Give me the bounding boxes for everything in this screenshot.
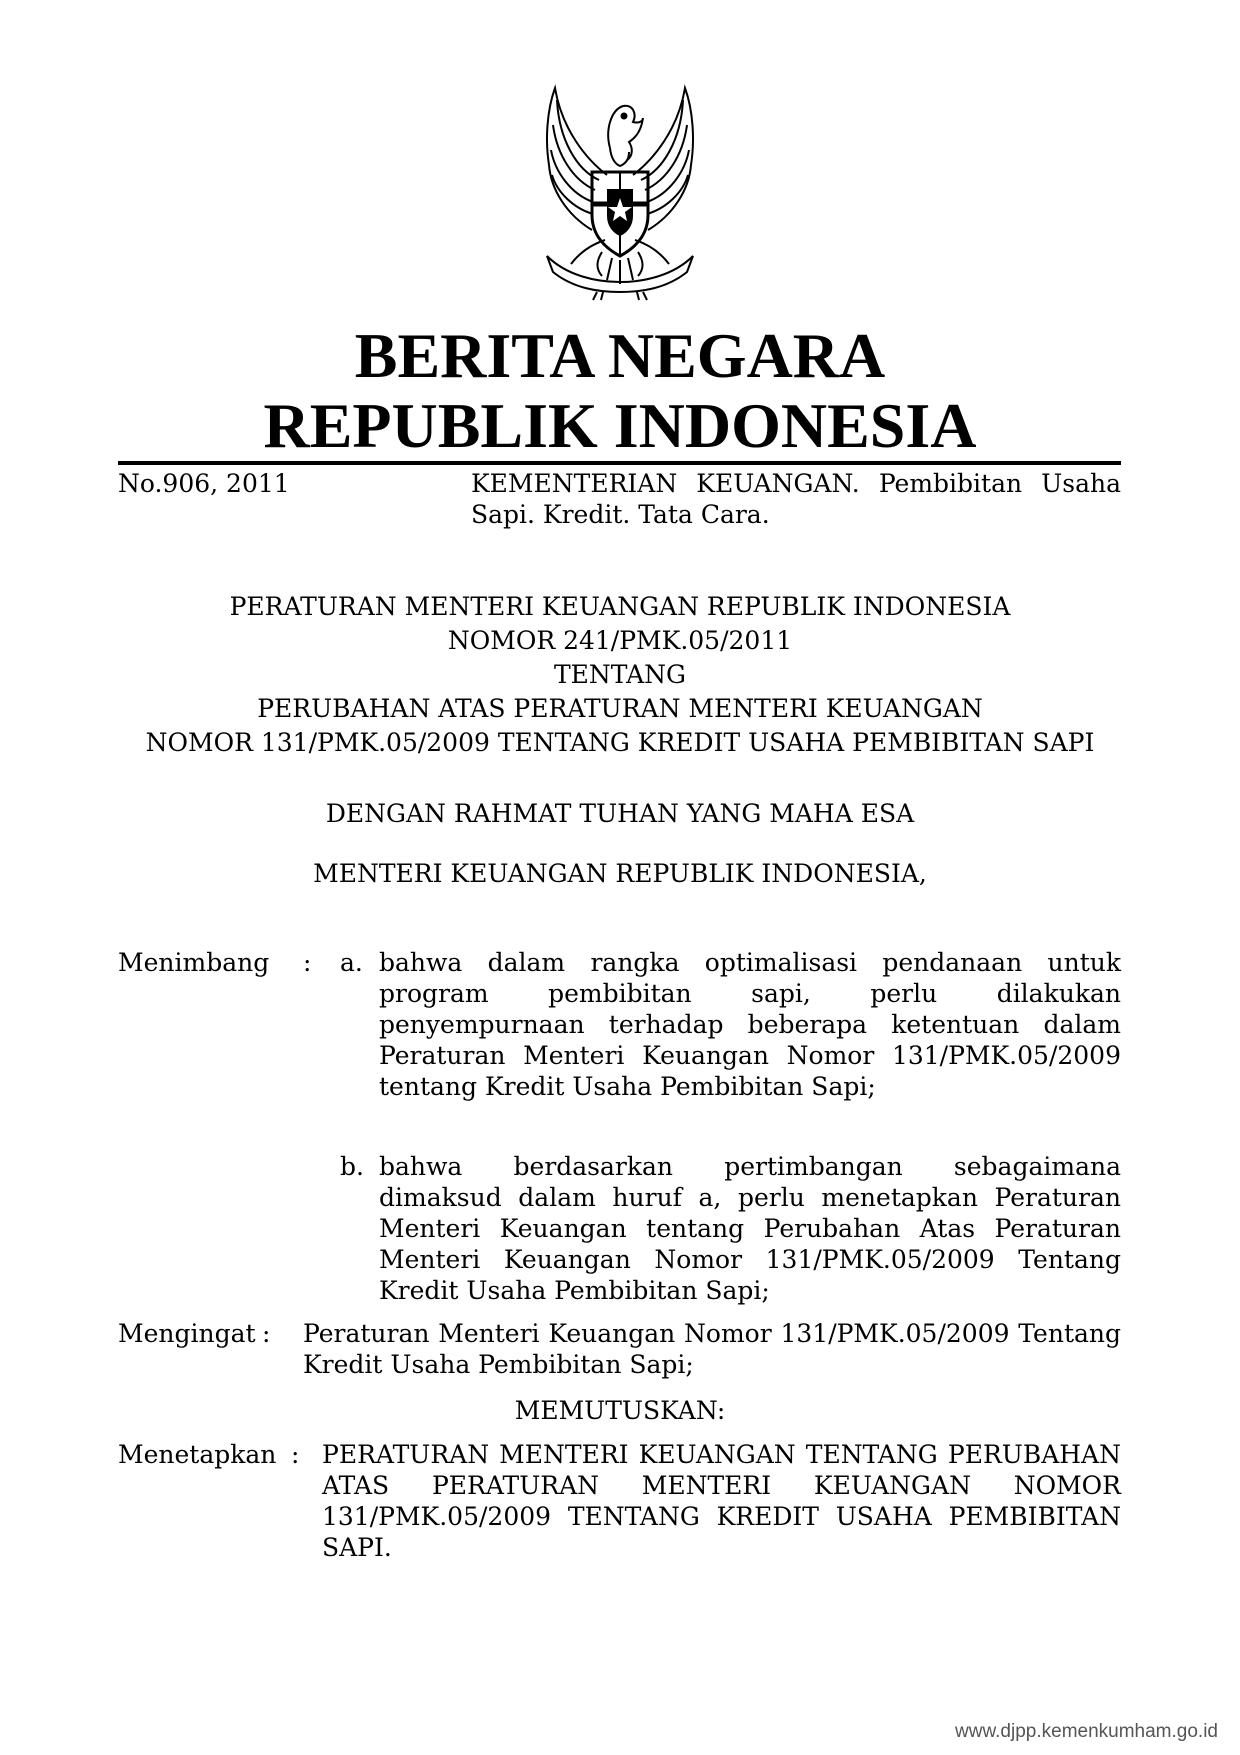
title-line: PERUBAHAN ATAS PERATURAN MENTERI KEUANGAN [257, 694, 983, 723]
menimbang-item-letter: a. [340, 948, 363, 977]
regulation-title [0, 590, 1240, 760]
gazette-number: No.906, 2011 [118, 469, 290, 498]
menimbang-item-text: bahwa berdasarkan pertimbangan sebagaimana dimaksud dalam huruf a, perlu menetapkan Peraturan Menteri Keuangan tentang Perubahan Atas Peraturan Menteri Keuangan Nomor 131/PMK.05/2009 Tentang Kredit Usaha Pembibitan Sapi; [379, 1152, 1121, 1305]
title-tentang: TENTANG [553, 660, 686, 689]
menetapkan-colon: : [291, 1440, 300, 1469]
menimbang-colon: : [303, 948, 312, 977]
menimbang-label: Menimbang [118, 948, 270, 977]
masthead-subtitle: REPUBLIK INDONESIA [263, 390, 977, 461]
mengingat-text: Peraturan Menteri Keuangan Nomor 131/PMK.05/2009 Tentang Kredit Usaha Pembibitan Sapi; [303, 1319, 1121, 1379]
memutuskan-heading: MEMUTUSKAN: [514, 1396, 726, 1425]
masthead-title: BERITA NEGARA [354, 320, 886, 391]
garuda-pancasila-emblem [507, 80, 733, 302]
opening-minister: MENTERI KEUANGAN REPUBLIK INDONESIA, [313, 859, 927, 888]
mengingat-colon: : [262, 1319, 271, 1348]
menimbang-item-letter: b. [340, 1152, 364, 1181]
menetapkan-text: PERATURAN MENTERI KEUANGAN TENTANG PERUBAHAN ATAS PERATURAN MENTERI KEUANGAN NOMOR 131/PMK.05/2009 TENTANG KREDIT USAHA PEMBIBITAN SAPI. [322, 1440, 1121, 1562]
title-line: NOMOR 131/PMK.05/2009 TENTANG KREDIT USAHA PEMBIBITAN SAPI [145, 728, 1095, 757]
menimbang-item-text: bahwa dalam rangka optimalisasi pendanaan untuk program pembibitan sapi, perlu dilakukan penyempurnaan terhadap beberapa ketentuan dalam Peraturan Menteri Keuangan Nomor 131/PMK.05/2009 tentang Kredit Usaha Pembibitan Sapi; [379, 948, 1121, 1101]
mengingat-label: Mengingat [118, 1319, 256, 1348]
footer-url: www.djpp.kemenkumham.go.id [955, 1721, 1218, 1742]
gazette-subject: KEMENTERIAN KEUANGAN. Pembibitan Usaha Sapi. Kredit. Tata Cara. [471, 469, 1121, 529]
title-number: NOMOR 241/PMK.05/2011 [447, 626, 793, 655]
menetapkan-label: Menetapkan [118, 1440, 277, 1469]
title-line: PERATURAN MENTERI KEUANGAN REPUBLIK INDONESIA [229, 592, 1011, 621]
opening-invocation: DENGAN RAHMAT TUHAN YANG MAHA ESA [325, 799, 915, 828]
masthead-divider [118, 461, 1121, 465]
